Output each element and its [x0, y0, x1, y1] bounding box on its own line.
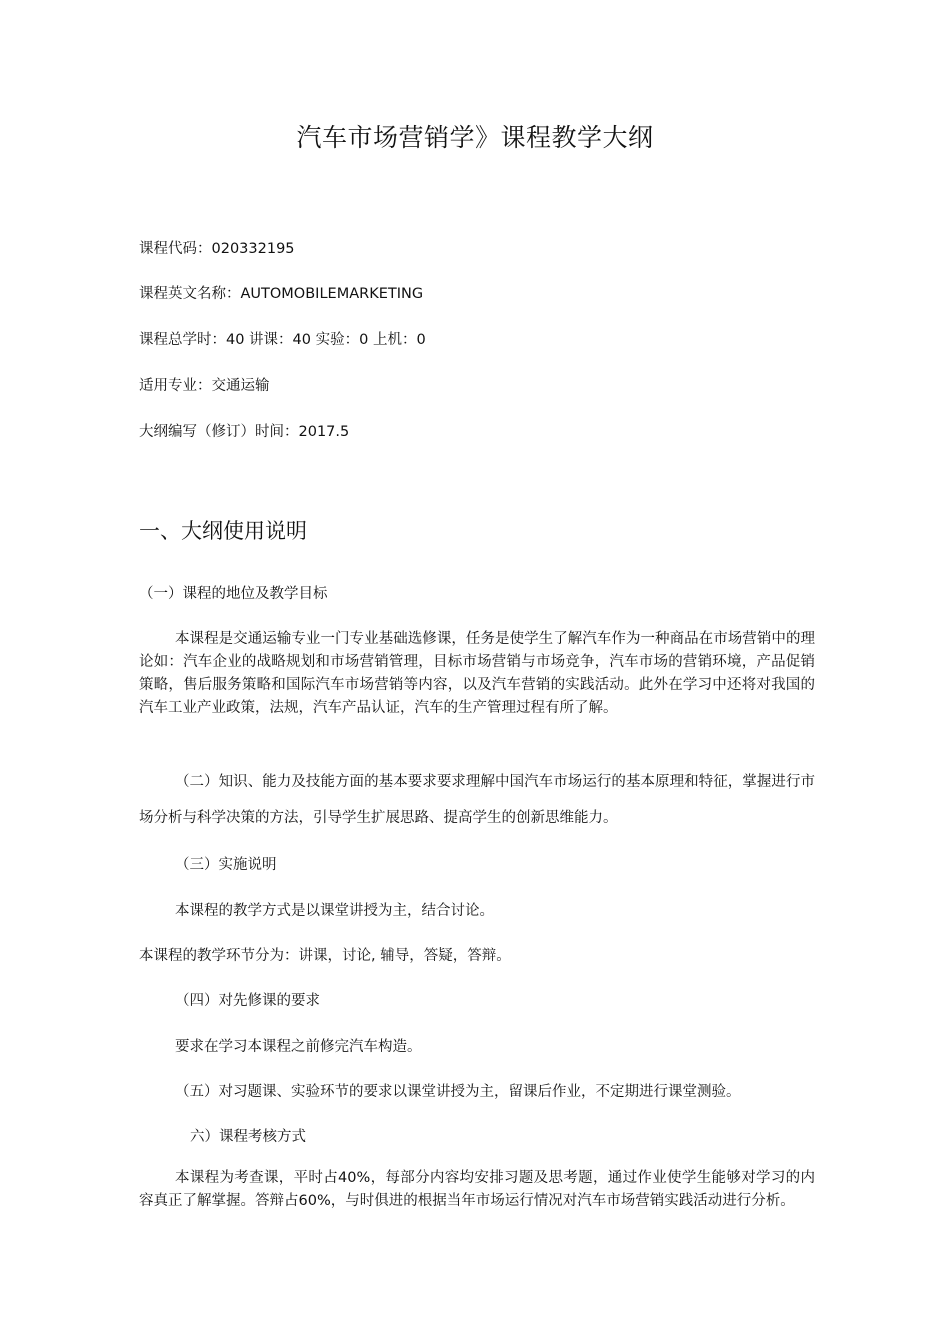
subsection-title-1: （一）课程的地位及教学目标: [139, 586, 328, 602]
implementation-line-2: 本课程的教学环节分为：讲课，讨论, 辅导，答疑，答辩。: [139, 948, 511, 964]
course-english-name: 课程英文名称：AUTOMOBILEMARKETING: [139, 286, 424, 302]
implementation-line-1: 本课程的教学方式是以课堂讲授为主，结合讨论。: [175, 903, 494, 919]
revision-date: 大纲编写（修订）时间：2017.5: [139, 424, 350, 440]
exercise-requirements: （五）对习题课、实验环节的要求以课堂讲授为主，留课后作业，不定期进行课堂测验。: [175, 1084, 741, 1100]
paragraph-assessment: 本课程为考查课，平时占40%，每部分内容均安排习题及思考题，通过作业使学生能够对学习的内容真正了解掌握。答辩占60%，与时俱进的根据当年市场运行情况对汽车市场营销实践活动进行分析。: [139, 1170, 815, 1209]
paragraph-course-goals: 本课程是交通运输专业一门专业基础选修课，任务是使学生了解汽车作为一种商品在市场营销中的理论如：汽车企业的战略规划和市场营销管理，目标市场营销与市场竞争，汽车市场的营销环境，产品促销策略，售后服务策略和国际汽车市场营销等内容，以及汽车营销的实践活动。此外在学习中还将对我国的汽车工业产业政策，法规，汽车产品认证，汽车的生产管理过程有所了解。: [139, 631, 815, 716]
paragraph-requirements: （二）知识、能力及技能方面的基本要求要求理解中国汽车市场运行的基本原理和特征，掌握进行市场分析与科学决策的方法，引导学生扩展思路、提高学生的创新思维能力。: [139, 774, 815, 826]
prerequisite-text: 要求在学习本课程之前修完汽车构造。: [175, 1039, 422, 1055]
course-code: 课程代码：020332195: [139, 241, 295, 257]
subsection-title-6: 六）课程考核方式: [190, 1129, 306, 1145]
course-hours: 课程总学时：40 讲课：40 实验：0 上机：0: [139, 332, 426, 348]
section-heading: 一、大纲使用说明: [139, 519, 307, 543]
subsection-title-3: （三）实施说明: [175, 857, 277, 873]
document-title: 汽车市场营销学》课程教学大纲: [296, 123, 654, 152]
applicable-major: 适用专业：交通运输: [139, 378, 270, 394]
subsection-title-4: （四）对先修课的要求: [175, 993, 320, 1009]
